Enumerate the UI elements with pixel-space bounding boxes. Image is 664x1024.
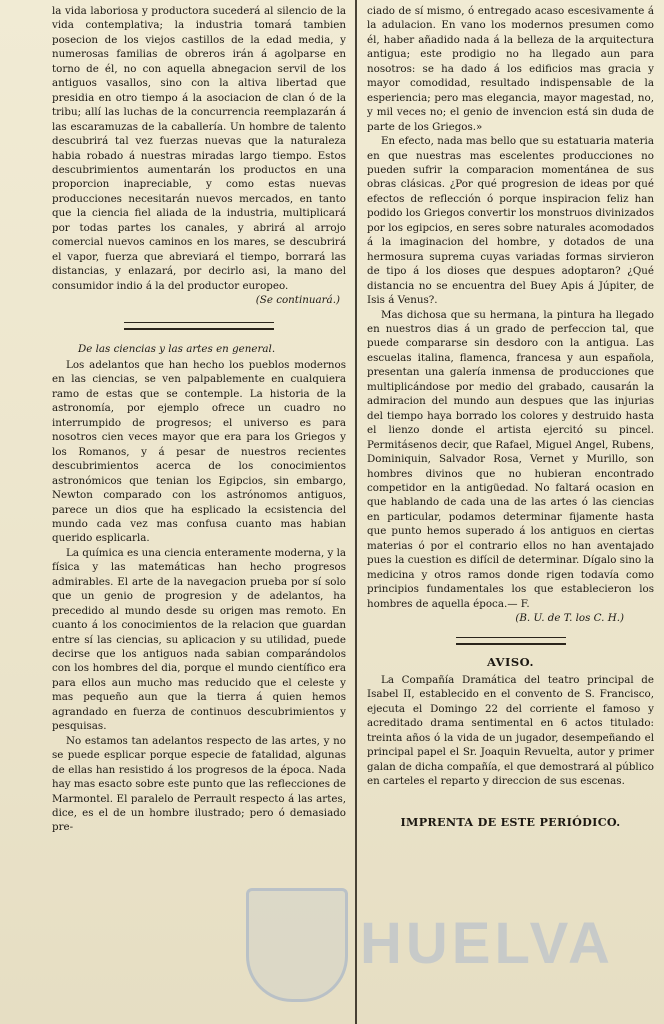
continued-note: (Se continuará.) — [255, 294, 340, 307]
article-paragraph: Los adelantos que han hecho los pueblos modernos en las ciencias, se ven palpablemente en cualquiera ramo de estas que se contemple. La historia de la astronomía, por ejemplo ofrece un cuadro no interrumpido de progresos; el universo es para nosotros cien veces mayor que era para los Griegos y los Romanos, y á pesar de nuestros recientes descubrimientos acerca de los conocimientos astronómicos que tenian los Egipcios, sin embargo, Newton comparado con los astrónomos antiguos, parece un dios que ha esplicado la ecsistencia del mundo cada vez mas confusa cuanto mas habian querido esplicarla. — [52, 358, 346, 545]
left-column — [52, 4, 346, 835]
watermark-shield-icon — [246, 888, 348, 1002]
right-column — [367, 4, 654, 829]
column-divider — [355, 0, 357, 1024]
article-paragraph: Mas dichosa que su hermana, la pintura ha llegado en nuestros dias á un grado de perfeccion tal, que puede compararse sin desdoro con la antigua. Las escuelas italina, flamenca, francesa y aun española, presentan una galería inmensa de producciones que multiplicándose por medio del grabado, causarán la admiracion del mundo aun despues que las injurias del tiempo haya borrado los colores y destruido hasta el lienzo donde el artista ejercitó su pincel. Permitásenos decir, que Rafael, Miguel Angel, Rubens, Dominiquin, Salvador Rosa, Vernet y Murillo, son hombres divinos que no hubieran encontrado competidor en la antigüedad. No faltará ocasion en que hablando de cada una de las artes ó las ciencias en particular, podamos determinar fijamente hasta que punto hemos superado á los antiguos en ciertas materias ó por el contrario ellos no han aventajado pues la cuestion es difícil de determinar. Dígalo sino la medicina y otros ramos donde rigen todavía como principios fundamentales los que establecieron los hombres de aquella época.— F. — [367, 308, 654, 610]
article-signature: (B. U. de T. los C. H.) — [515, 612, 624, 625]
library-watermark — [236, 888, 614, 998]
watermark-text: HUELVA — [360, 911, 614, 976]
article-paragraph: la vida laboriosa y productora sucederá al silencio de la vida contemplativa; la industria tomará tambien posecion de los viejos castillos de la edad media, y numerosas familias de obreros irán á agolparse en torno de él, no con aquella abnegacion servil de los antiguos vasallos, sino con la altiva libertad que presidia en otro tiempo á la asociacion de clan ó de la tribu; allí las luchas de la concurrencia reemplazarán á las escaramuzas de la caballería. Un hombre de talento descubrirá tal vez fuerzas nuevas que la naturaleza habia robado á nuestras miradas largo tiempo. Estos descubrimientos aumentarán los productos en una proporcion inapreciable, y como estas nuevas producciones necesitarán nuevos mercados, en tanto que la ciencia fiel aliada de la industria, multiplicará por todas partes los canales, y abrirá al arrojo comercial nuevos caminos en los mares, se descubrirá el vapor, fuerza que abreviará el tiempo, borrará las distancias, y enlazará, por decirlo asi, la mano del consumidor indio á la del productor europeo. — [52, 5, 346, 292]
article-paragraph: En efecto, nada mas bello que su estatuaria materia en que nuestras mas escelentes producciones no pueden sufrir la comparacion momentánea de sus obras clásicas. ¿Por qué progresion de ideas por qué efectos de reflección ó porque inspiracion feliz han podido los Griegos convertir los monstruos divinizados por los egipcios, en seres sobre naturales acomodados á la imaginacion del hombre, y dotados de una hermosura suprema cuyas variadas formas sirvieron de tipo á los dioses que despues adoptaron? ¿Qué distancia no se encuentra del Buey Apis á Júpiter, de Isis á Venus?. — [367, 135, 654, 307]
notice-title: AVISO. — [486, 655, 535, 670]
article-paragraph: No estamos tan adelantos respecto de las artes, y no se puede esplicar porque especie de fatalidad, algunas de ellas han resistido á los progresos de la época. Nada hay mas esacto sobre este punto que las reflecciones de Marmontel. El paralelo de Perrault respecto á las artes, dice, es el de un hombre ilustrado; pero ó demasiado pre- — [52, 734, 346, 834]
section-divider — [456, 637, 566, 645]
notice-block — [367, 655, 654, 788]
section-divider — [124, 322, 274, 330]
article-paragraph: ciado de sí mismo, ó entregado acaso escesivamente á la adulacion. En vano los modernos presumen como él, haber añadido nada á la belleza de la arquitectura antigua; este prodigio no ha llegado aun para nosotros: se ha dado á los edificios mas gracia y mayor comodidad, resultado indispensable de la esperiencia; pero mas elegancia, mayor magestad, no, y mil veces no; el genio de invencion está sin duda de parte de los Griegos.» — [367, 5, 654, 133]
notice-text: La Compañía Dramática del teatro principal de Isabel II, establecido en el convento de S. Francisco, ejecuta el Domingo 22 del corriente el famoso y acreditado drama sentimental en 6 actos titulado: treinta años ó la vida de un jugador, desempeñando el principal papel el Sr. Joaquin Revuelta, autor y primer galan de dicha compañía, el que demostrará al público en carteles el reparto y direccion de sus escenas. — [367, 673, 654, 788]
section-title: De las ciencias y las artes en general. — [78, 342, 276, 355]
imprint-line: IMPRENTA DE ESTE PERIÓDICO. — [400, 814, 621, 829]
article-paragraph: La química es una ciencia enteramente moderna, y la física y las matemáticas han hecho progresos admirables. El arte de la navegacion prueba por sí solo que un genio de progresion y de adelantos, ha precedido al mundo desde su origen mas remoto. En cuanto á los conocimientos de la relacion que guardan entre sí las ciencias, su aplicacion y su utilidad, puede decirse que los antiguos nada sabian comparándolos con los hombres del dia, porque el mundo científico era para ellos aun mucho mas reducido que el celeste y mas pequeño aun que la tierra á quien hemos agrandado en fuerza de continuos descubrimientos y pesquisas. — [52, 546, 347, 733]
